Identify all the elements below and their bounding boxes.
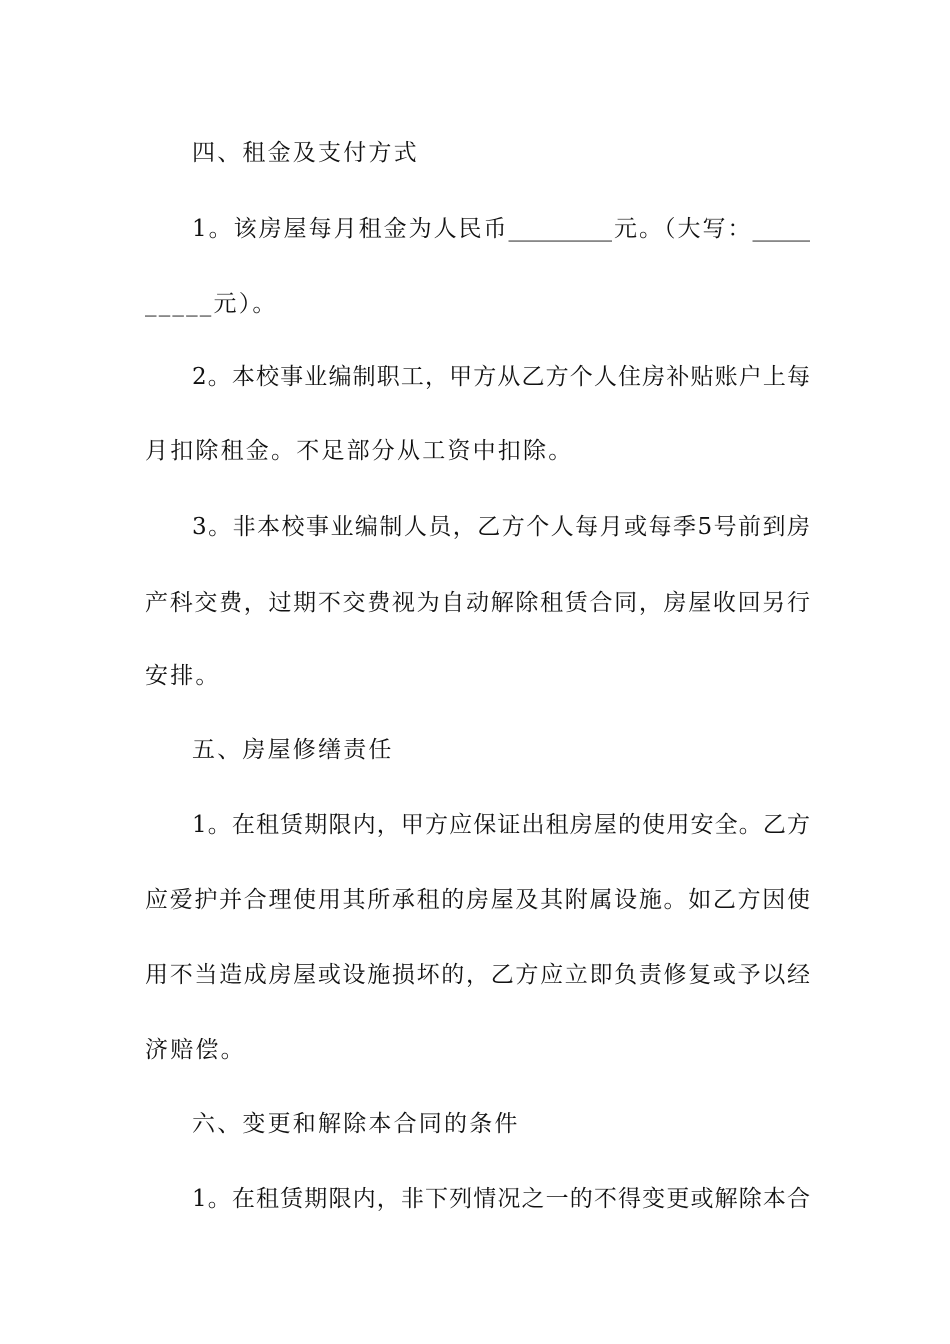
paragraph-line: 用不当造成房屋或设施损坏的，乙方应立即负责修复或予以经 [145, 962, 810, 988]
paragraph-line: 2。本校事业编制职工，甲方从乙方个人住房补贴账户上每 [192, 364, 810, 390]
paragraph-line: 月扣除租金。不足部分从工资中扣除。 [145, 438, 574, 464]
section-heading-rent-payment: 四、租金及支付方式 [192, 140, 419, 166]
section-heading-contract-change-conditions: 六、变更和解除本合同的条件 [192, 1111, 520, 1137]
paragraph-line: 1。在租赁期限内，非下列情况之一的不得变更或解除本合 [192, 1186, 810, 1212]
paragraph-line: 安排。 [145, 663, 221, 689]
paragraph-line: 1。该房屋每月租金为人民币_________元。（大写：_____ [192, 216, 810, 242]
paragraph-line: 3。非本校事业编制人员，乙方个人每月或每季5号前到房 [192, 514, 810, 540]
paragraph-line: 产科交费，过期不交费视为自动解除租赁合同，房屋收回另行 [145, 590, 810, 616]
paragraph-line: _____元）。 [145, 291, 278, 317]
paragraph-line: 济赔偿。 [145, 1037, 246, 1063]
paragraph-line: 1。在租赁期限内，甲方应保证出租房屋的使用安全。乙方 [192, 812, 810, 838]
section-heading-repair-responsibility: 五、房屋修缮责任 [192, 737, 394, 763]
paragraph-line: 应爱护并合理使用其所承租的房屋及其附属设施。如乙方因使 [145, 887, 810, 913]
